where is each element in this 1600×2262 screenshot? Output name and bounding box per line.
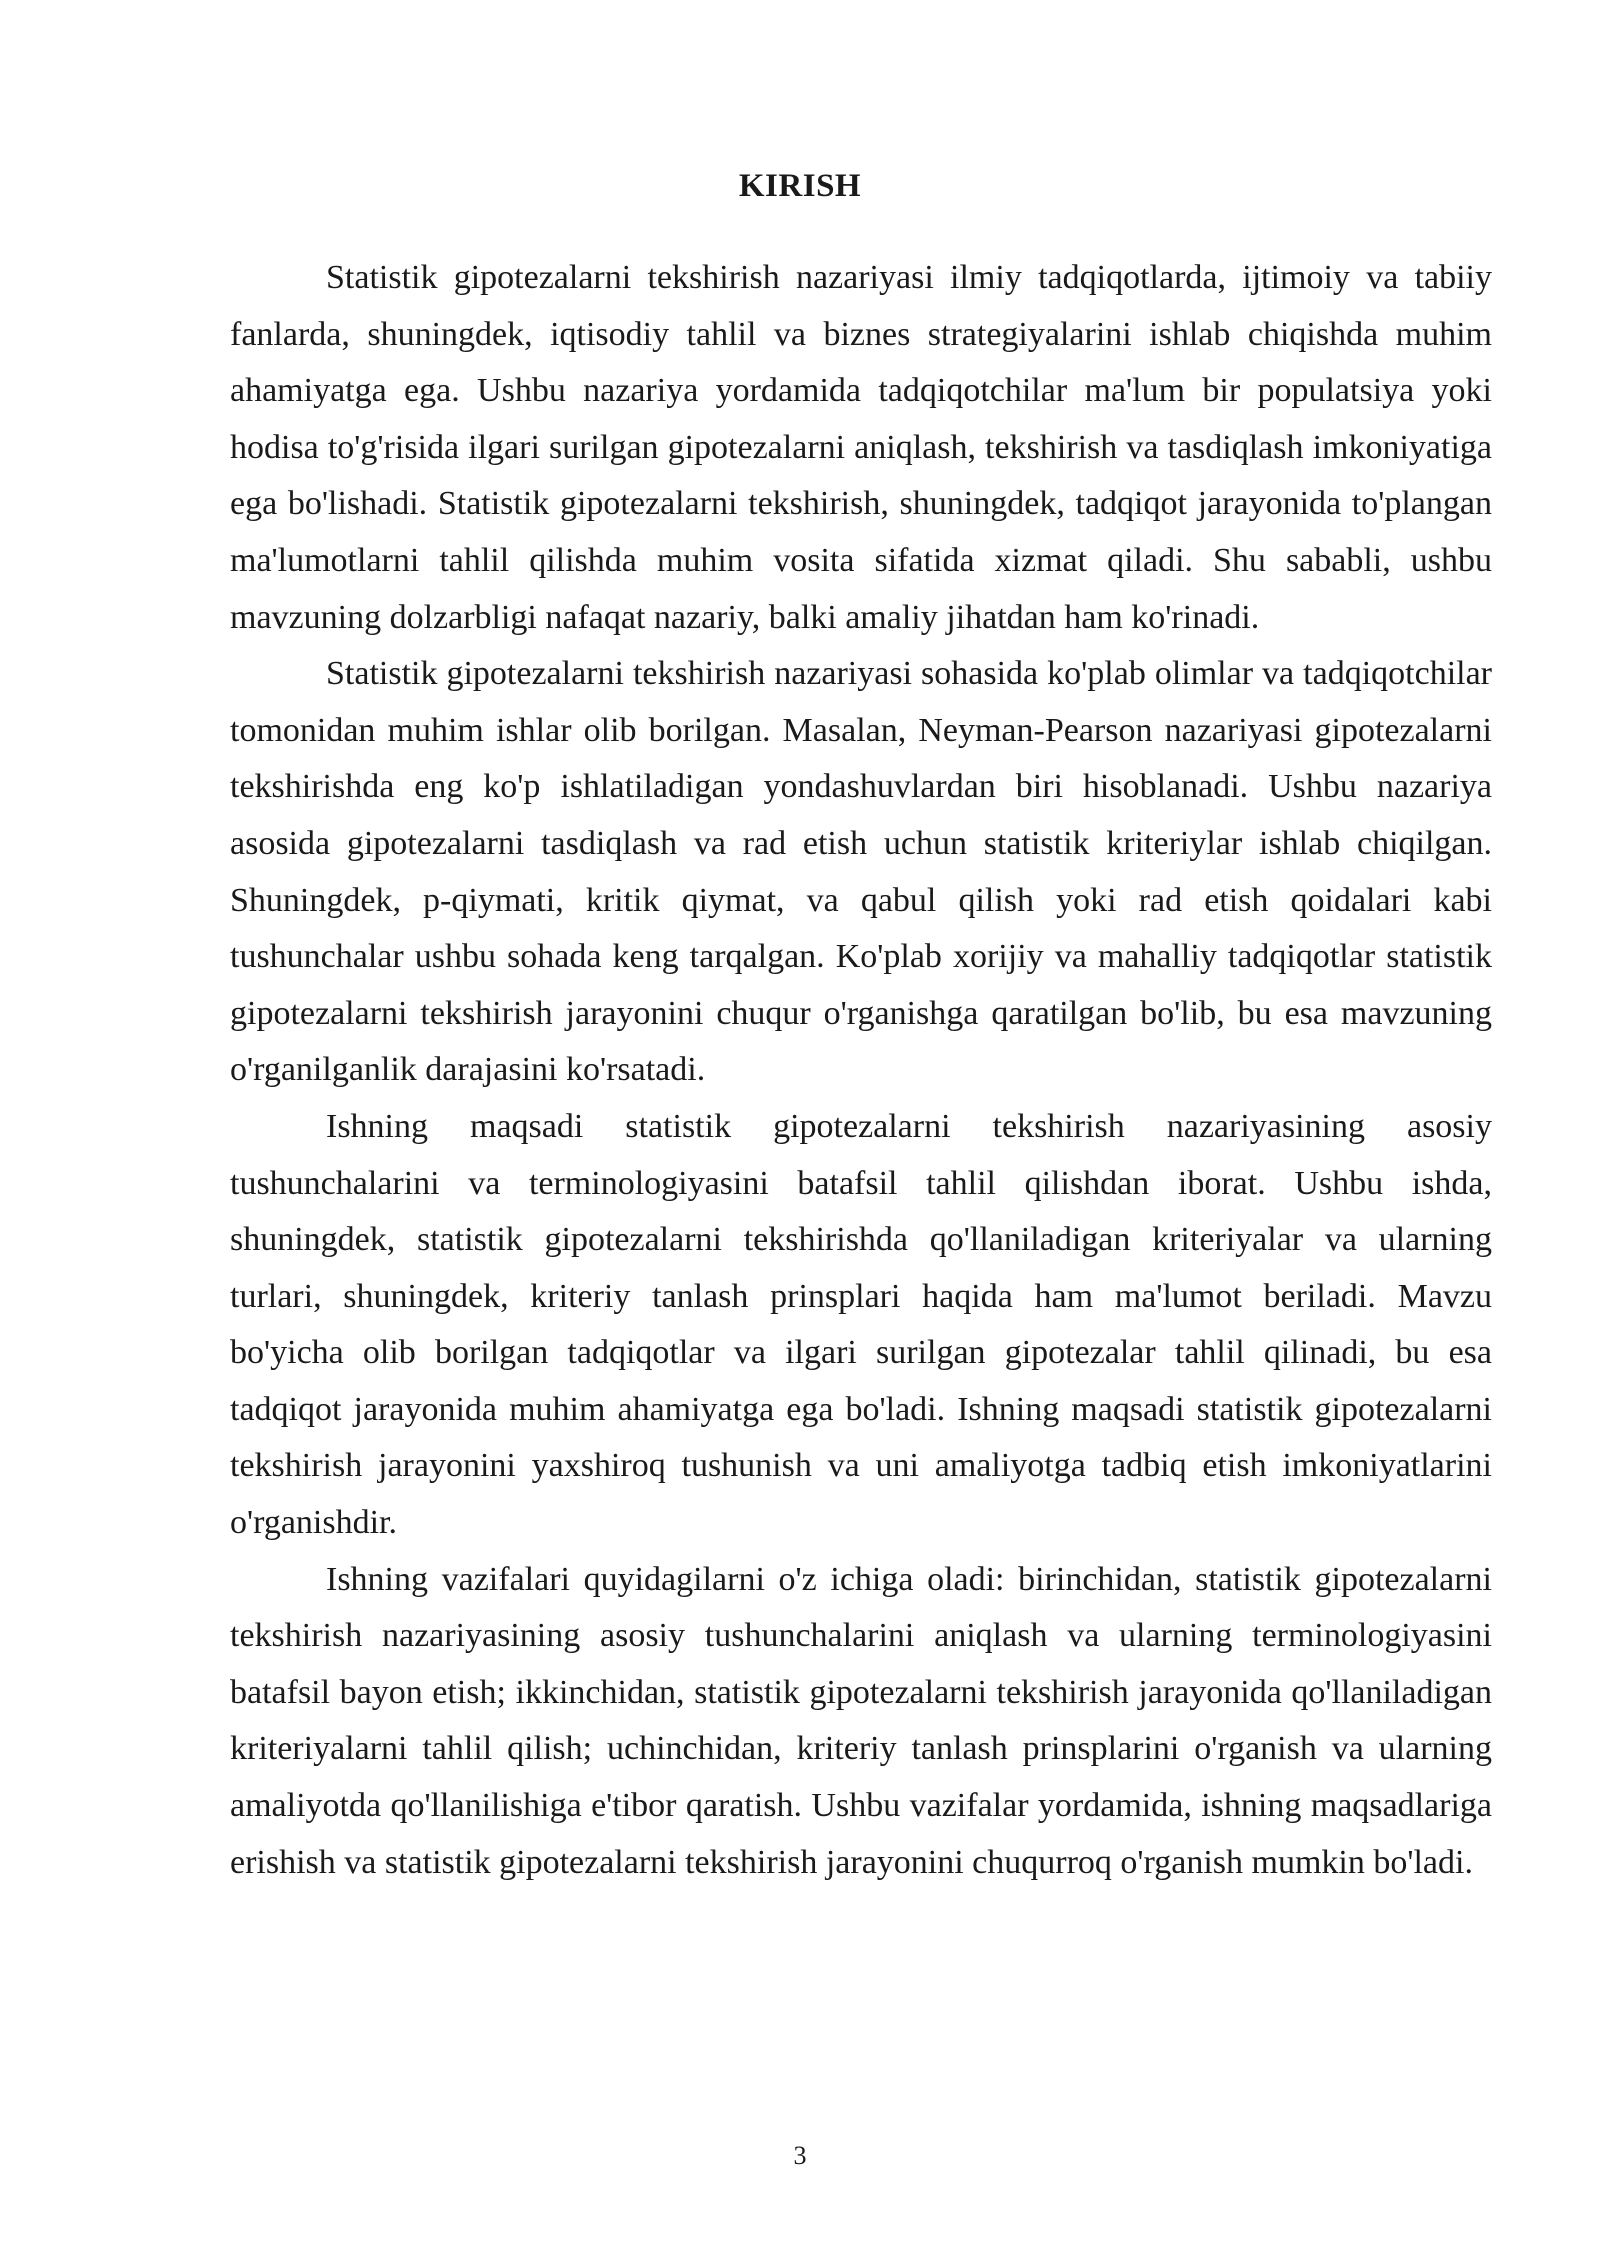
paragraph-tasks: Ishning vazifalari quyidagilarni o'z ichiga oladi: birinchidan, statistik gipotezalarni tekshirish nazariyasining asosiy tushunchalarini aniqlash va ularning terminologiyasini batafsil bayon etish; ikkinchidan, statistik gipotezalarni tekshirish jarayonida qo'llaniladigan kriteriyalarni tahlil qilish; uchinchidan, kriteriy tanlash prinsplarini o'rganish va ularning amaliyotda qo'llanilishiga e'tibor qaratish. Ushbu vazifalar yordamida, ishning maqsadlariga erishish va statistik gipotezalarni tekshirish jarayonini chuqurroq o'rganish mumkin bo'ladi. xyxy=(230,1560,1492,1881)
paragraph-literature-review: Statistik gipotezalarni tekshirish nazariyasi sohasida ko'plab olimlar va tadqiqotchilar tomonidan muhim ishlar olib borilgan. Masalan, Neyman-Pearson nazariyasi gipotezalarni tekshirishda eng ko'p ishlatiladigan yondashuvlardan biri hisoblanadi. Ushbu nazariya asosida gipotezalarni tasdiqlash va rad etish uchun statistik kriteriylar ishlab chiqilgan. Shuningdek, p-qiymati, kritik qiymat, va qabul qilish yoki rad etish qoidalari kabi tushunchalar ushbu sohada keng tarqalgan. Ko'plab xorijiy va mahalliy tadqiqotlar statistik gipotezalarni tekshirish jarayonini chuqur o'rganishga qaratilgan bo'lib, bu esa mavzuning o'rganilganlik darajasini ko'rsatadi. xyxy=(230,655,1492,1089)
page-number: 3 xyxy=(793,2141,807,2170)
section-heading: KIRISH xyxy=(738,168,862,204)
paragraph-objective: Ishning maqsadi statistik gipotezalarni tekshirish nazariyasining asosiy tushunchalarini va terminologiyasini batafsil tahlil qilishdan iborat. Ushbu ishda, shuningdek, statistik gipotezalarni tekshirishda qo'llaniladigan kriteriyalar va ularning turlari, shuningdek, kriteriy tanlash prinsplari haqida ham ma'lumot beriladi. Mavzu bo'yicha olib borilgan tadqiqotlar va ilgari surilgan gipotezalar tahlil qilinadi, bu esa tadqiqot jarayonida muhim ahamiyatga ega bo'ladi. Ishning maqsadi statistik gipotezalarni tekshirish jarayonini yaxshiroq tushunish va uni amaliyotga tadbiq etish imkoniyatlarini o'rganishdir. xyxy=(230,1107,1492,1542)
body-text xyxy=(230,250,1492,1891)
paragraph-relevance: Statistik gipotezalarni tekshirish nazariyasi ilmiy tadqiqotlarda, ijtimoiy va tabiiy fanlarda, shuningdek, iqtisodiy tahlil va biznes strategiyalarini ishlab chiqishda muhim ahamiyatga ega. Ushbu nazariya yordamida tadqiqotchilar ma'lum bir populatsiya yoki hodisa to'g'risida ilgari surilgan gipotezalarni aniqlash, tekshirish va tasdiqlash imkoniyatiga ega bo'lishadi. Statistik gipotezalarni tekshirish, shuningdek, tadqiqot jarayonida to'plangan ma'lumotlarni tahlil qilishda muhim vosita sifatida xizmat qiladi. Shu sababli, ushbu mavzuning dolzarbligi nafaqat nazariy, balki amaliy jihatdan ham ko'rinadi. xyxy=(230,259,1492,636)
